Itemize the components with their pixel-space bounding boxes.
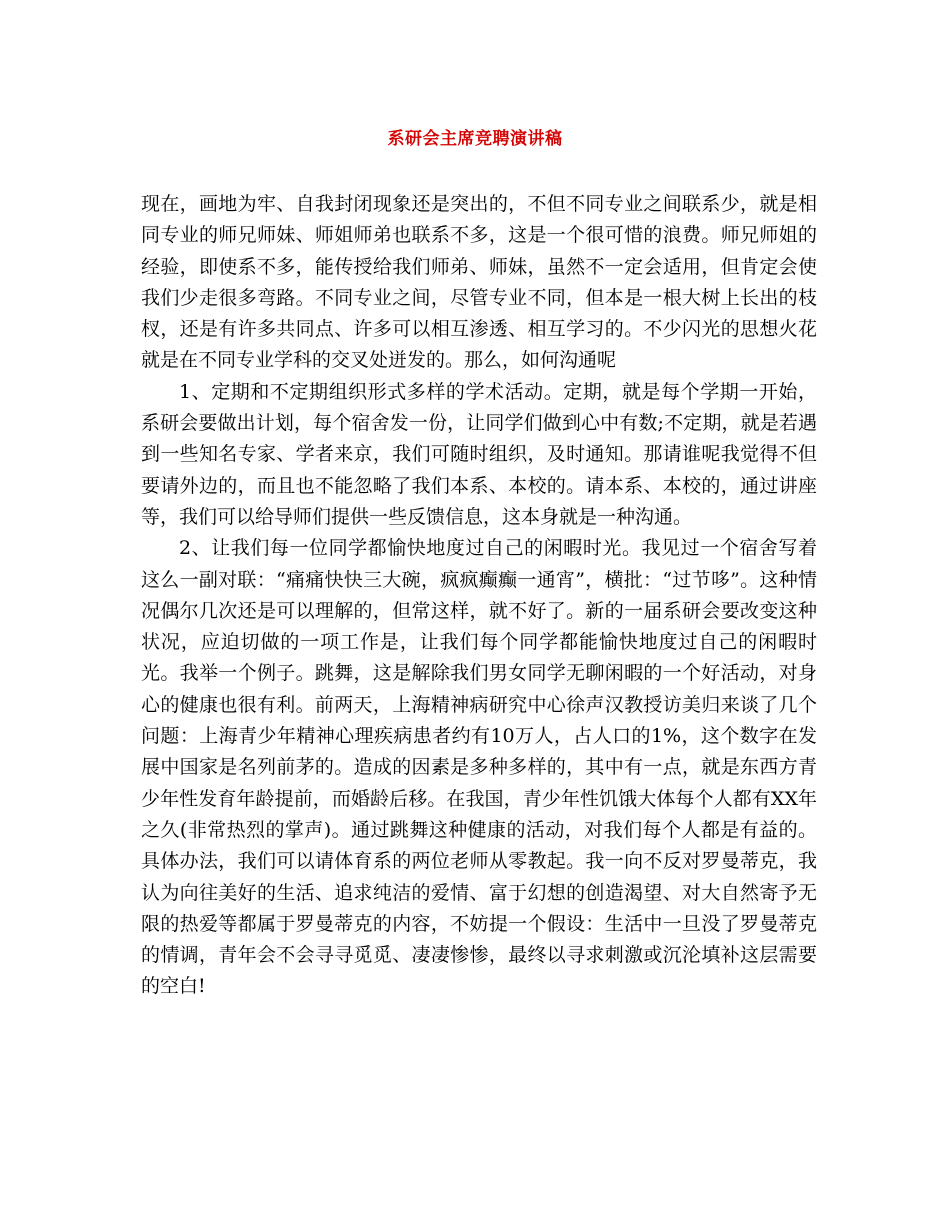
document-body xyxy=(141,189,817,1003)
paragraph-point-2: 2、让我们每一位同学都愉快地度过自己的闲暇时光。我见过一个宿舍写着这么一副对联：“痛痛快快三大碗，疯疯癫癫一通宵”，横批：“过节哆”。这种情况偶尔几次还是可以理解的，但常这样，就不好了。新的一届系研会要改变这种状况，应迫切做的一项工作是，让我们每个同学都能愉快地度过自己的闲暇时光。我举一个例子。跳舞，这是解除我们男女同学无聊闲暇的一个好活动，对身心的健康也很有利。前两天，上海精神病研究中心徐声汉教授访美归来谈了几个问题：上海青少年精神心理疾病患者约有10万人，占人口的1%，这个数字在发展中国家是名列前茅的。造成的因素是多种多样的，其中有一点，就是东西方青少年性发育年龄提前，而婚龄后移。在我国，青少年性饥饿大体每个人都有XX年之久(非常热烈的掌声)。通过跳舞这种健康的活动，对我们每个人都是有益的。具体办法，我们可以请体育系的两位老师从零教起。我一向不反对罗曼蒂克，我认为向往美好的生活、追求纯洁的爱情、富于幻想的创造渴望、对大自然寄予无限的热爱等都属于罗曼蒂克的内容，不妨提一个假设：生活中一旦没了罗曼蒂克的情调，青年会不会寻寻觅觅、凄凄惨惨，最终以寻求刺激或沉沦填补这层需要的空白! xyxy=(141,537,817,998)
paragraph-point-1: 1、定期和不定期组织形式多样的学术活动。定期，就是每个学期一开始，系研会要做出计划，每个宿舍发一份，让同学们做到心中有数;不定期，就是若遇到一些知名专家、学者来京，我们可随时组织，及时通知。那请谁呢我觉得不但要请外边的，而且也不能忽略了我们本系、本校的。请本系、本校的，通过讲座等，我们可以给导师们提供一些反馈信息，这本身就是一种沟通。 xyxy=(141,380,817,528)
document-title: 系研会主席竞聘演讲稿 xyxy=(387,129,563,149)
paragraph-intro: 现在，画地为牢、自我封闭现象还是突出的，不但不同专业之间联系少，就是相同专业的师兄师妹、师姐师弟也联系不多，这是一个很可惜的浪费。师兄师姐的经验，即使系不多，能传授给我们师弟、师妹，虽然不一定会适用，但肯定会使我们少走很多弯路。不同专业之间，尽管专业不同，但本是一根大树上长出的枝杈，还是有许多共同点、许多可以相互渗透、相互学习的。不少闪光的思想火花就是在不同专业学科的交叉处迸发的。那么，如何沟通呢 xyxy=(141,193,817,372)
